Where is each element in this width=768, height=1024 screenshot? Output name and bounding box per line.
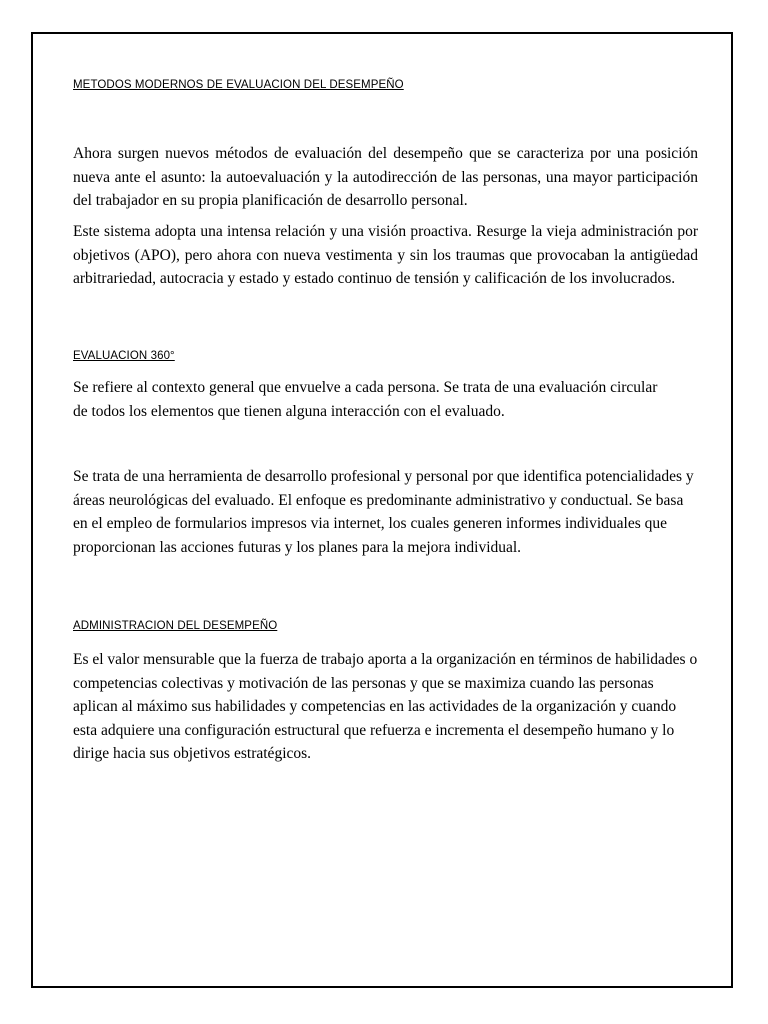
section-heading-modern-methods: METODOS MODERNOS DE EVALUACION DEL DESEMPEÑO <box>73 79 404 91</box>
section-heading-evaluation-360: EVALUACION 360° <box>73 350 175 362</box>
document-page <box>31 32 733 988</box>
paragraph: Se trata de una herramienta de desarrollo profesional y personal por que identifica potencialidades y áreas neurológicas del evaluado. El enfoque es predominante administrativo y conductual. Se basa en el empleo de formularios impresos via internet, los cuales generen informes individuales que proporcionan las acciones futuras y los planes para la mejora individual. <box>73 468 694 556</box>
paragraph: Este sistema adopta una intensa relación y una visión proactiva. Resurge la vieja administración por objetivos (APO), pero ahora con nueva vestimenta y sin los traumas que provocaban la antigüedad arbitrariedad, autocracia y estado y estado continuo de tensión y calificación de los involucrados. <box>73 223 698 287</box>
section-heading-performance-management: ADMINISTRACION DEL DESEMPEÑO <box>73 620 278 632</box>
paragraph: Se refiere al contexto general que envuelve a cada persona. Se trata de una evaluación circular de todos los elementos que tienen alguna interacción con el evaluado. <box>73 379 658 420</box>
paragraph: Es el valor mensurable que la fuerza de trabajo aporta a la organización en términos de habilidades o competencias colectivas y motivación de las personas y que se maximiza cuando las personas aplican al máximo sus habilidades y competencias en las actividades de la organización y cuando esta adquiere una configuración estructural que refuerza e incrementa el desempeño humano y lo dirige hacia sus objetivos estratégicos. <box>73 651 698 762</box>
paragraph: Ahora surgen nuevos métodos de evaluación del desempeño que se caracteriza por una posición nueva ante el asunto: la autoevaluación y la autodirección de las personas, una mayor participación del trabajador en su propia planificación de desarrollo personal. <box>73 145 698 209</box>
